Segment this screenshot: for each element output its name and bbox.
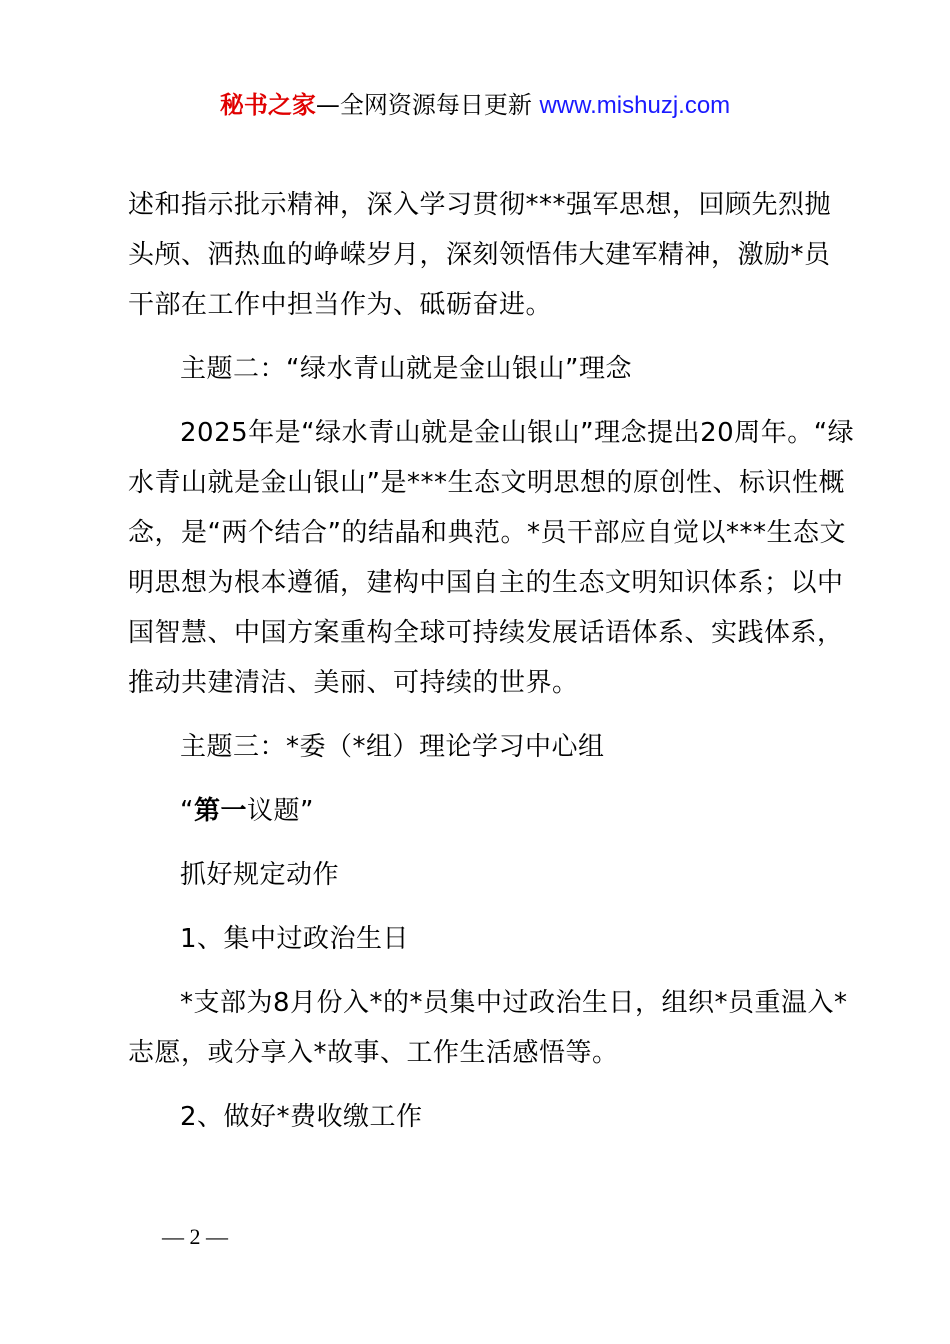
page-number: — 2 —: [162, 1224, 228, 1249]
agenda-bold-text: 第一: [193, 796, 247, 826]
action-heading: 抓好规定动作: [180, 860, 340, 890]
header-tagline: —全网资源每日更新: [315, 91, 540, 119]
brand-name: 秘书之家: [219, 91, 316, 119]
page-header: [0, 88, 950, 123]
document-body: [128, 180, 856, 1142]
paragraph-continued: 述和指示批示精神，深入学习贯彻***强军思想，回顾先烈抛头颅、洒热血的峥嵘岁月，深刻领悟伟大建军精神，激励*员干部在工作中担当作为、砥砺奋进。: [128, 190, 832, 320]
paragraph-theme-two: 2025年是“绿水青山就是金山银山”理念提出20周年。“绿水青山就是金山银山”是***生态文明思想的原创性、标识性概念，是“两个结合”的结晶和典范。*员干部应自觉以***生态文明思想为根本遵循，建构中国自主的生态文明知识体系；以中国智慧、中国方案重构全球可持续发展话语体系、实践体系，推动共建清洁、美丽、可持续的世界。: [128, 418, 855, 698]
item-two-heading: 2、做好*费收缴工作: [180, 1102, 423, 1132]
agenda-rest-text: 议题”: [247, 796, 314, 826]
theme-three-heading: 主题三：*委（*组）理论学习中心组: [180, 732, 605, 762]
agenda-open-quote: “: [180, 796, 194, 826]
paragraph-item-one: *支部为8月份入*的*员集中过政治生日，组织*员重温入*志愿，或分享入*故事、工作生活感悟等。: [128, 988, 848, 1068]
website-link[interactable]: www.mishuzj.com: [539, 92, 731, 119]
item-one-heading: 1、集中过政治生日: [180, 924, 410, 954]
agenda-heading: [128, 786, 856, 836]
theme-two-heading: 主题二：“绿水青山就是金山银山”理念: [180, 354, 632, 384]
